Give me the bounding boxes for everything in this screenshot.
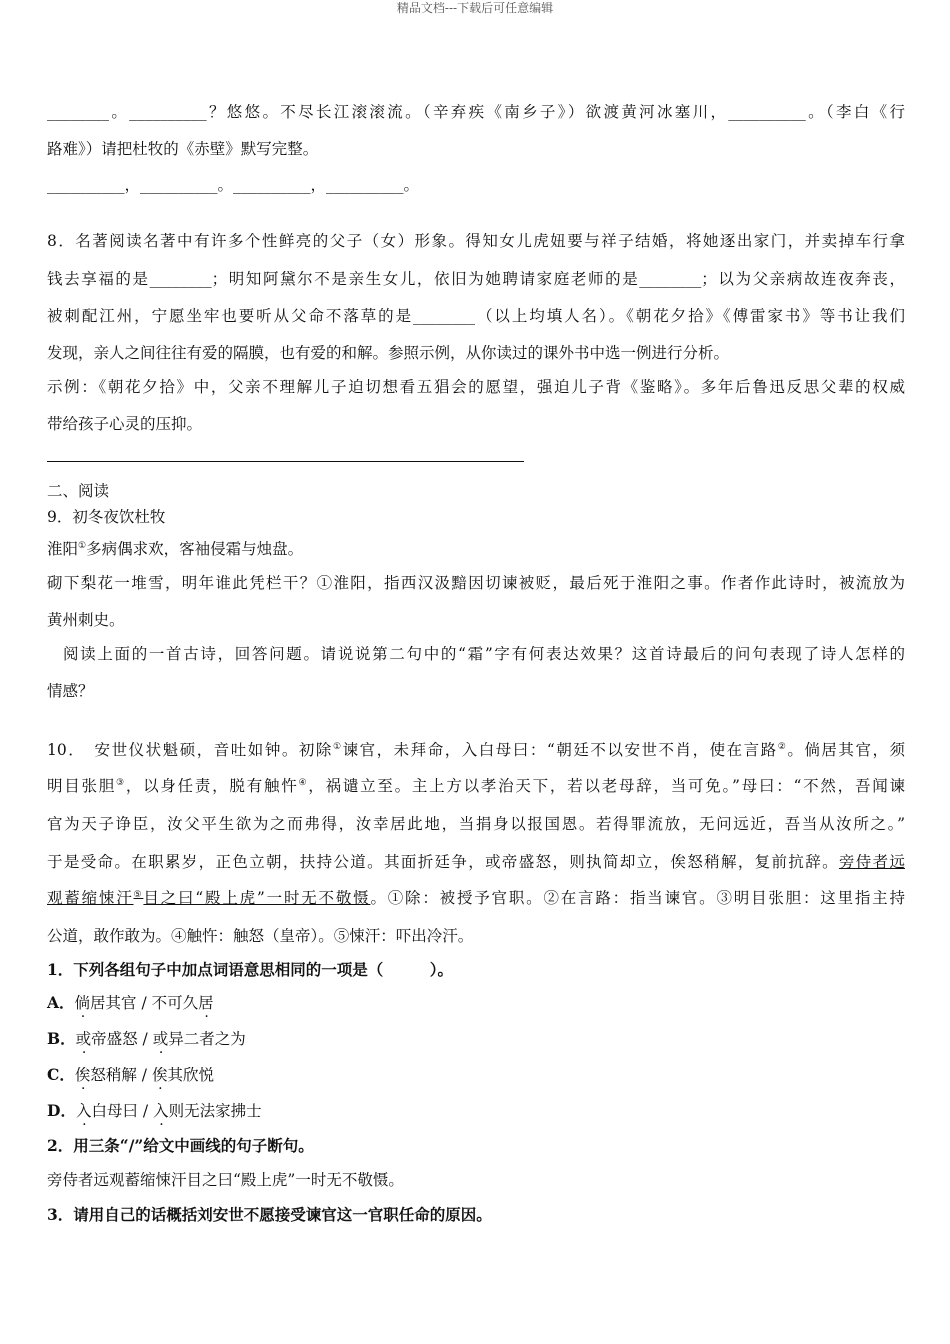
q9-poem-line-1: 淮阳①多病偶求欢，客袖侵霜与烛盘。 bbox=[47, 540, 304, 558]
option-c: C．俟怒稍解 / 俟其欣悦 bbox=[47, 1065, 214, 1084]
q10-line-2: 明目张胆③，以身任责，脱有触忤④，祸谴立至。主上方以孝治天下，若以老母辞，当可免。”母曰：“不然，吾闻谏 bbox=[47, 777, 905, 795]
q10-line-4: 于是受命。在职累岁，正色立朝，扶持公道。其面折廷争，或帝盛怒，则执简却立，俟怒稍解，复前抗辞。旁侍者远 bbox=[47, 853, 905, 871]
q8-example-1: 示例：《朝花夕拾》中，父亲不理解儿子迫切想看五猖会的愿望，强迫儿子背《鉴略》。多年后鲁迅反思父辈的权威 bbox=[47, 378, 905, 396]
q7-line-3: __________，__________。__________，__________。 bbox=[47, 176, 420, 194]
q8-line-4: 发现，亲人之间往往有爱的隔膜，也有爱的和解。参照示例，从你读过的课外书中选一例进行分析。 bbox=[47, 344, 730, 362]
q7-line-2: 路难》）请把杜牧的《赤壁》默写完整。 bbox=[47, 140, 319, 158]
q9-title: 9．初冬夜饮杜牧 bbox=[47, 508, 166, 526]
q10-subquestion-1: 1．下列各组句子中加点词语意思相同的一项是（ ）。 bbox=[47, 960, 454, 979]
q10-line-6: 公道，敢作敢为。④触忤：触怒（皇帝）。⑤悚汗：吓出冷汗。 bbox=[47, 927, 474, 945]
option-b: B．或帝盛怒 / 或异二者之为 bbox=[47, 1029, 246, 1048]
q10-line-5: 观蓄缩悚汗⑤目之曰“殿上虎”一时无不敬慑。①除：被授予官职。②在言路：指当谏官。③明目张胆：这里指主持 bbox=[47, 889, 905, 907]
q9-question-2: 情感？ bbox=[47, 682, 94, 700]
q8-line-3: 被刺配江州，宁愿坐牢也要听从父命不落草的是________（以上均填人名）。《朝花夕拾》《傅雷家书》等书让我们 bbox=[47, 307, 905, 325]
answer-line bbox=[47, 461, 524, 462]
q9-note: 黄州刺史。 bbox=[47, 611, 125, 629]
option-a: A．倘居其官 / 不可久居 bbox=[47, 993, 214, 1012]
q10-subquestion-2: 2．用三条“/”给文中画线的句子断句。 bbox=[47, 1136, 314, 1155]
q10-subquestion-3: 3．请用自己的话概括刘安世不愿接受谏官这一官职任命的原因。 bbox=[47, 1205, 492, 1224]
q8-example-2: 带给孩子心灵的压抑。 bbox=[47, 415, 203, 433]
q7-line-1: ________。__________？悠悠。不尽长江滚滚流。（辛弃疾《南乡子》）欲渡黄河冰塞川，__________。（李白《行 bbox=[47, 103, 905, 121]
page-header: 精品文档---下载后可任意编辑 bbox=[396, 1, 554, 15]
q8-line-1: 8．名著阅读名著中有许多个性鲜亮的父子（女）形象。得知女儿虎妞要与祥子结婚，将她逐出家门，并卖掉车行拿 bbox=[47, 232, 905, 250]
q10-line-3: 官为天子诤臣，汝父平生欲为之而弗得，汝幸居此地，当捐身以报国恩。若得罪流放，无问远近，吾当从汝所之。” bbox=[47, 815, 905, 833]
q9-question-1: 阅读上面的一首古诗，回答问题。请说说第二句中的“霜”字有何表达效果？这首诗最后的问句表现了诗人怎样的 bbox=[63, 645, 905, 663]
q9-poem-line-2: 砌下梨花一堆雪，明年谁此凭栏干？①淮阳，指西汉汲黯因切谏被贬，最后死于淮阳之事。作者作此诗时，被流放为 bbox=[47, 574, 905, 592]
q10-line-1: 10． 安世仪状魁硕，音吐如钟。初除①谏官，未拜命，入白母曰：“朝廷不以安世不肖，使在言路②。倘居其官，须 bbox=[47, 741, 905, 759]
section-title: 二、阅读 bbox=[47, 482, 110, 500]
q10-sentence: 旁侍者远观蓄缩悚汗目之曰“殿上虎”一时无不敬慑。 bbox=[47, 1171, 404, 1189]
option-d: D．入白母曰 / 入则无法家拂士 bbox=[47, 1101, 262, 1120]
q8-line-2: 钱去享福的是________；明知阿黛尔不是亲生女儿，依旧为她聘请家庭老师的是________；以为父亲病故连夜奔丧， bbox=[47, 270, 905, 288]
